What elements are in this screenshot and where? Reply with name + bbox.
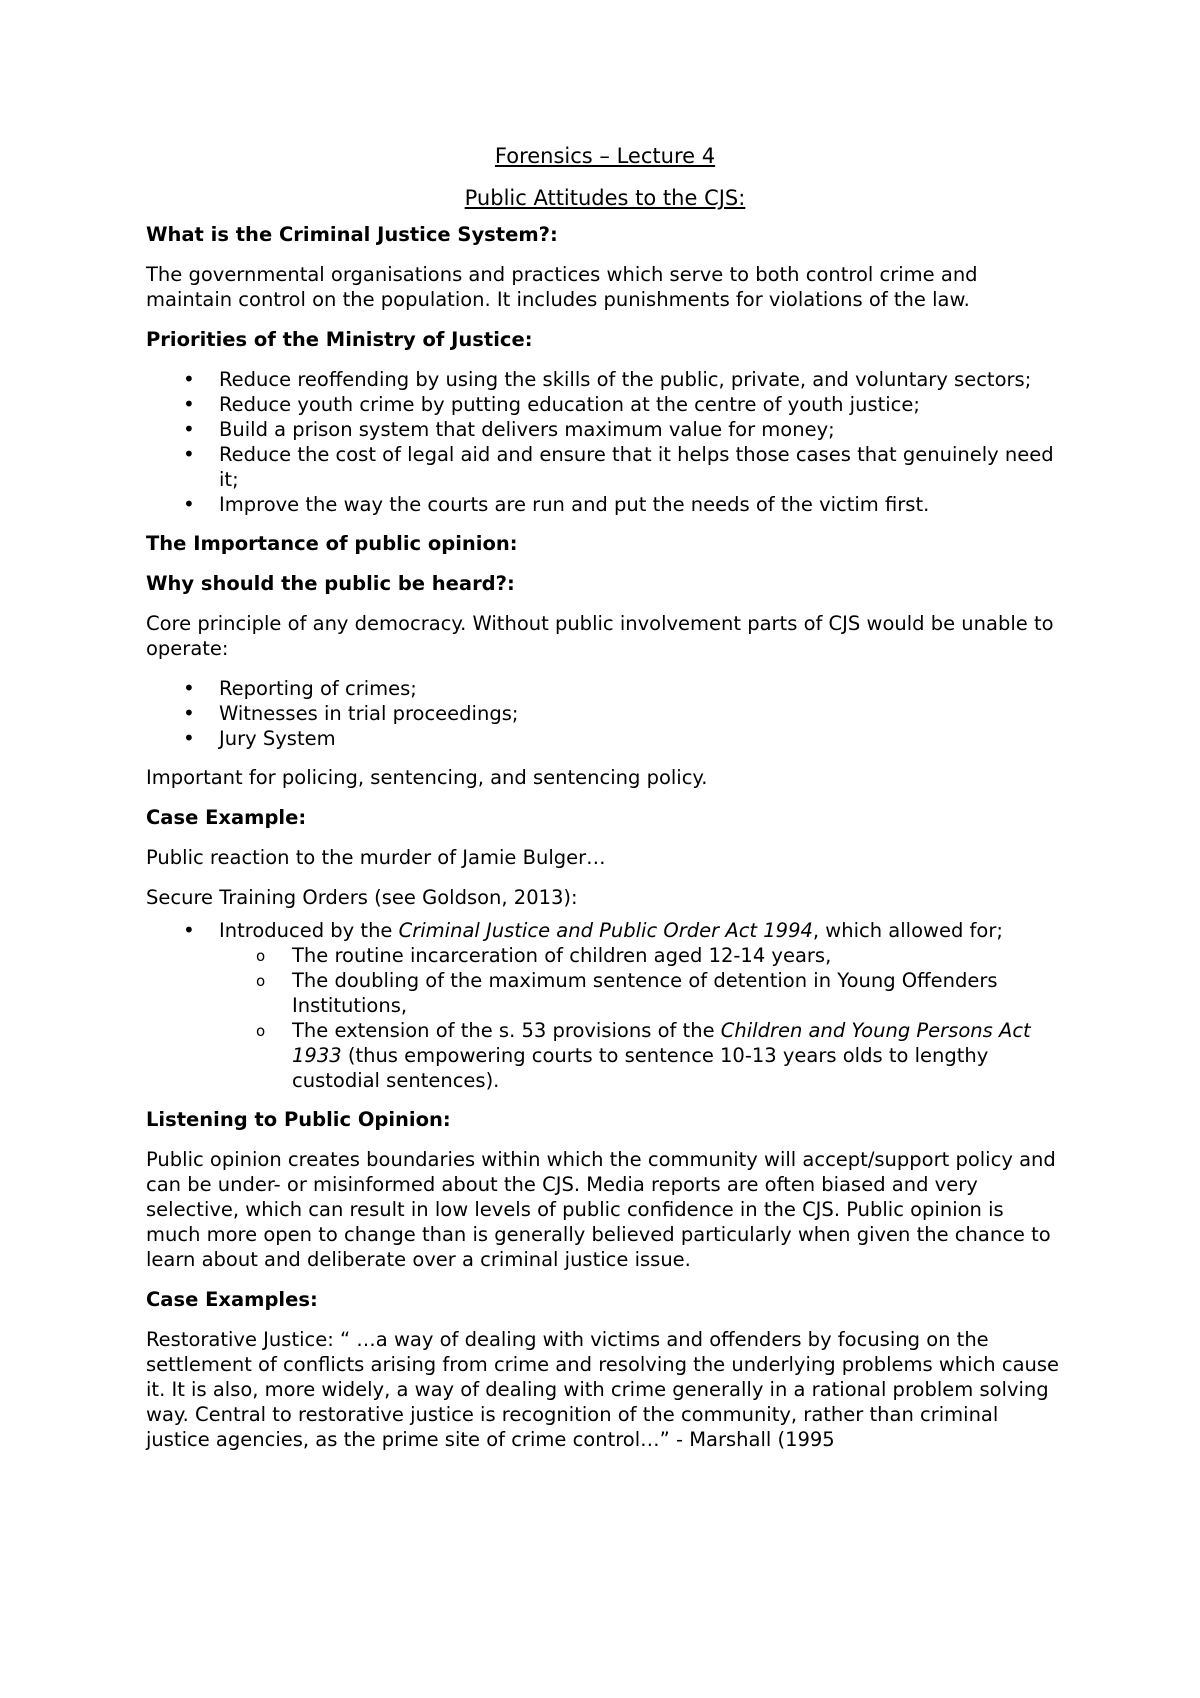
paragraph-listening: Public opinion creates boundaries within which the community will accept/support policy and can be under- or misinformed about the CJS. Media reports are often biased and very selective, which can result in low levels of public confidence in the CJS. Public opinion is much more open to change than is generally believed particularly when given the chance to learn about and deliberate over a criminal justice issue. (146, 1148, 1056, 1271)
list-item: • Reduce youth crime by putting education at the centre of youth justice; (146, 392, 1064, 417)
text-run: (thus empowering courts to sentence 10-13 years olds to lengthy custodial sentences). (292, 1044, 989, 1092)
paragraph-secure-training-orders: Secure Training Orders (see Goldson, 2013): (146, 886, 578, 909)
document-subtitle: Public Attitudes to the CJS: (464, 186, 746, 210)
act-title: Children and Young Persons Act 1933 (292, 1019, 1031, 1067)
sub-list-item: o The routine incarceration of children aged 12-14 years, (219, 943, 1064, 968)
document-title: Forensics – Lecture 4 (494, 144, 716, 168)
list-item (146, 918, 1064, 1093)
moj-priorities-list (146, 367, 1064, 517)
text-run: The extension of the s. 53 provisions of the (292, 1019, 721, 1042)
list-item: • Reduce reoffending by using the skills of the public, private, and voluntary sectors; (146, 367, 1064, 392)
heading-cjs: What is the Criminal Justice System?: (146, 223, 558, 246)
paragraph-restorative-justice: Restorative Justice: “ …a way of dealing with victims and offenders by focusing on the settlement of conflicts arising from crime and resolving the underlying problems which cause it. It is also, more widely, a way of dealing with crime generally in a rational problem solving way. Central to restorative justice is recognition of the community, rather than criminal justice agencies, as the prime site of crime control…” - Marshall (1995 (146, 1328, 1060, 1451)
sub-list-item (219, 1018, 1064, 1093)
heading-importance: The Importance of public opinion: (146, 532, 518, 555)
paragraph-cjs-definition: The governmental organisations and practices which serve to both control crime and maintain control on the population. It includes punishments for violations of the law. (146, 263, 978, 311)
heading-public-heard: Why should the public be heard?: (146, 572, 515, 595)
heading-case-example: Case Example: (146, 806, 307, 829)
list-item: • Reporting of crimes; (146, 676, 1064, 701)
paragraph-important-for: Important for policing, sentencing, and sentencing policy. (146, 766, 708, 789)
heading-moj-priorities: Priorities of the Ministry of Justice: (146, 328, 533, 351)
sub-list-item: o The doubling of the maximum sentence of detention in Young Offenders Institutions, (219, 968, 1064, 1018)
paragraph-public-heard: Core principle of any democracy. Without public involvement parts of CJS would be unable to operate: (146, 612, 1054, 660)
list-item: • Jury System (146, 726, 1064, 751)
case-example-list (146, 918, 1064, 1093)
heading-listening: Listening to Public Opinion: (146, 1108, 451, 1131)
list-item: • Build a prison system that delivers maximum value for money; (146, 417, 1064, 442)
list-item: • Witnesses in trial proceedings; (146, 701, 1064, 726)
heading-case-examples: Case Examples: (146, 1288, 318, 1311)
public-involvement-list (146, 676, 1064, 751)
text-run: Introduced by the (219, 919, 399, 942)
case-sub-list (219, 943, 1064, 1093)
list-item: • Reduce the cost of legal aid and ensure that it helps those cases that genuinely need it; (146, 442, 1064, 492)
act-title: Criminal Justice and Public Order Act 1994 (398, 919, 813, 942)
text-run: , which allowed for; (812, 919, 1003, 942)
list-item: • Improve the way the courts are run and put the needs of the victim first. (146, 492, 1064, 517)
paragraph-jamie-bulger: Public reaction to the murder of Jamie Bulger… (146, 846, 606, 869)
